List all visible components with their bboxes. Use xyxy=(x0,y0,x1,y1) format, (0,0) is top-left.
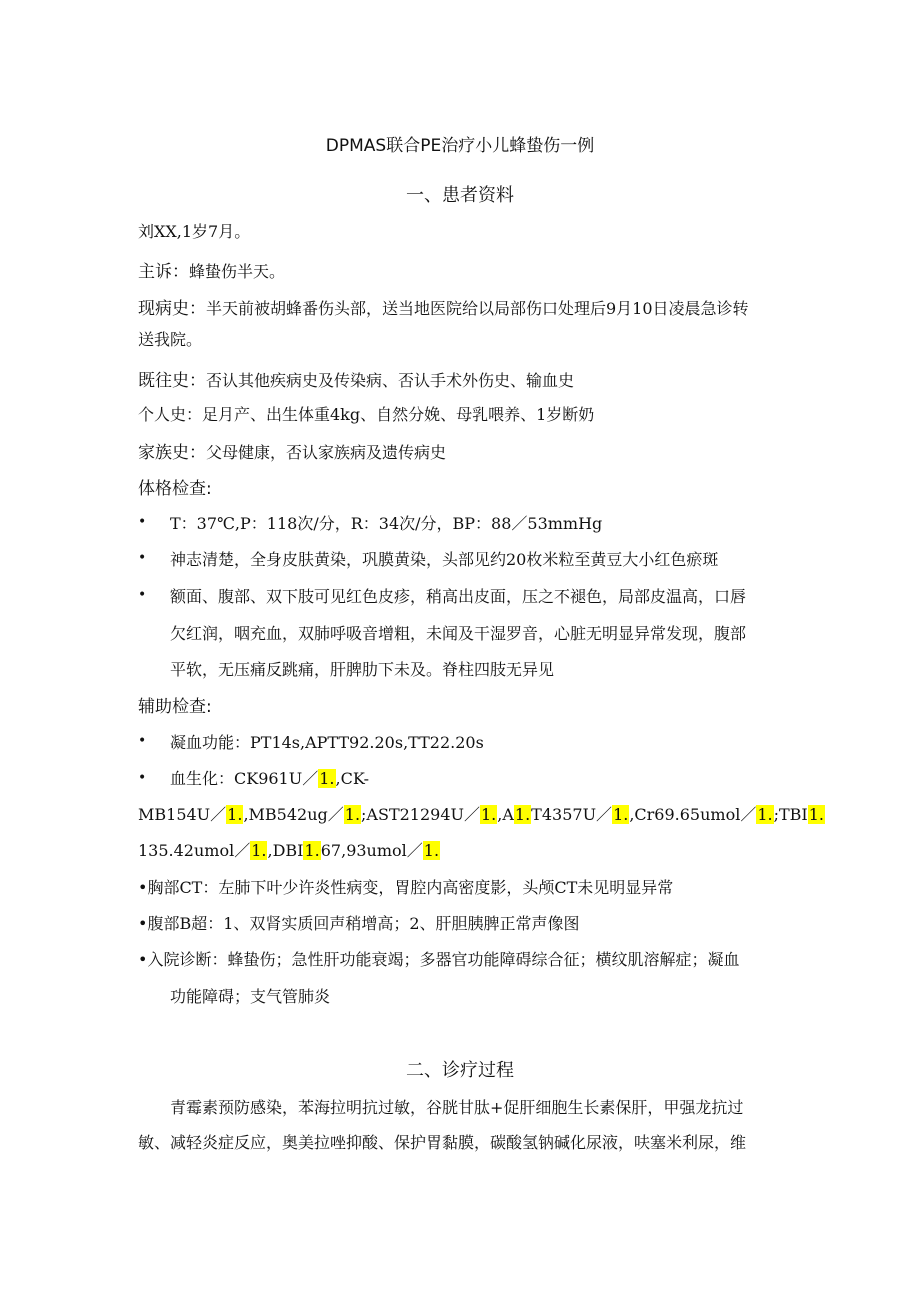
abdomen-ultrasound: •腹部B超：1、双肾实质回声稍增高；2、肝胆胰脾正常声像图 xyxy=(138,914,580,933)
present-label: 现病史 xyxy=(138,299,189,319)
highlight-mark: 1. xyxy=(304,841,320,860)
coagulation: 凝血功能：PT14s,APTT92.20s,TT22.20s xyxy=(170,733,484,752)
document-title: DPMAS联合PE治疗小儿蜂蛰伤一例 xyxy=(325,136,595,156)
personal-history: 个人史：足月产、出生体重4kg、自然分娩、母乳喂养、1岁断奶 xyxy=(138,405,595,424)
biochem-line2 xyxy=(138,802,825,825)
biochem-text: ,DBI xyxy=(267,841,304,860)
highlight-mark: 1. xyxy=(808,805,825,824)
past-history: 既往史：否认其他疾病史及传染病、否认手术外伤史、输血史 xyxy=(138,371,575,391)
biochem-text: 67,93umol／ xyxy=(320,841,423,860)
exam-skin-line1: 额面、腹部、双下肢可见红色皮疹，稍高出皮面，压之不褪色，局部皮温高，口唇 xyxy=(170,587,747,606)
family-history: 家族史：父母健康，否认家族病及遗传病史 xyxy=(138,443,447,463)
biochem-text: ,Cr69.65umol／ xyxy=(629,805,757,824)
highlight-mark: 1. xyxy=(613,805,629,824)
section-heading-treatment: 二、诊疗过程 xyxy=(406,1060,514,1081)
biochem-text: MB154U／ xyxy=(138,805,227,824)
section-heading-patient: 一、患者资料 xyxy=(406,185,514,206)
biochem-text: 血生化：CK961U／ xyxy=(170,769,319,788)
past-text: 否认其他疾病史及传染病、否认手术外伤史、输血史 xyxy=(206,371,575,390)
highlight-mark: 1. xyxy=(344,805,361,824)
family-label: 家族史 xyxy=(138,443,189,463)
present-history: 现病史：半天前被胡蜂番伤头部，送当地医院给以局部伤口处理后9月10日凌晨急诊转 xyxy=(138,299,749,319)
biochem-text: ;AST21294U／ xyxy=(361,805,480,824)
biochem-text: ,MB542ug／ xyxy=(243,805,344,824)
past-label: 既往史 xyxy=(138,371,189,391)
biochem-text: 135.42umol／ xyxy=(138,841,251,860)
exam-skin-line2: 欠红润，咽充血，双肺呼吸音增粗，未闻及干湿罗音，心脏无明显异常发现，腹部 xyxy=(170,624,747,643)
highlight-mark: 1. xyxy=(319,769,335,788)
complaint-text: 蜂蛰伤半天。 xyxy=(189,262,286,281)
treatment-line1: 青霉素预防感染，苯海拉明抗过敏，谷胱甘肽+促肝细胞生长素保肝，甲强龙抗过 xyxy=(170,1098,744,1117)
admission-diagnosis-line1: •入院诊断：蜂蛰伤；急性肝功能衰竭；多器官功能障碍综合征；横纹肌溶解症；凝血 xyxy=(138,950,740,969)
biochem-text: ,CK- xyxy=(335,769,370,788)
present-text: 半天前被胡蜂番伤头部，送当地医院给以局部伤口处理后9月10日凌晨急诊转 xyxy=(206,299,749,318)
bullet-icon: • xyxy=(138,587,147,603)
biochem-text: T4357U／ xyxy=(531,805,613,824)
present-history-cont: 送我院。 xyxy=(138,330,203,349)
aux-heading: 辅助检查: xyxy=(138,697,212,717)
biochem-line1 xyxy=(170,766,369,789)
exam-heading: 体格检查: xyxy=(138,479,212,499)
bullet-icon: • xyxy=(138,550,147,566)
exam-general: 神志清楚，全身皮肤黄染，巩膜黄染，头部见约20枚米粒至黄豆大小红色瘀斑 xyxy=(170,550,719,569)
highlight-mark: 1. xyxy=(481,805,497,824)
family-text: 父母健康，否认家族病及遗传病史 xyxy=(206,443,447,462)
biochem-text: ;TBI xyxy=(773,805,808,824)
highlight-mark: 1. xyxy=(423,841,440,860)
complaint-label: 主诉 xyxy=(138,262,172,282)
exam-skin-line3: 平软，无压痛反跳痛，肝脾肋下未及。脊柱四肢无异见 xyxy=(170,660,555,679)
highlight-mark: 1. xyxy=(251,841,267,860)
bullet-icon: • xyxy=(138,770,147,786)
chief-complaint: 主诉：蜂蛰伤半天。 xyxy=(138,262,286,282)
biochem-text: ,A xyxy=(497,805,514,824)
chest-ct: •胸部CT：左肺下叶少许炎性病变，胃腔内高密度影，头颅CT未见明显异常 xyxy=(138,878,674,897)
exam-vitals: T：37℃,P：118次/分，R：34次/分，BP：88／53mmHg xyxy=(170,514,603,533)
treatment-line2: 敏、减轻炎症反应，奥美拉唑抑酸、保护胃黏膜，碳酸氢钠碱化尿液，呋塞米利尿，维 xyxy=(138,1133,747,1152)
bullet-icon: • xyxy=(138,514,147,530)
patient-info: 刘XX,1岁7月。 xyxy=(138,222,251,241)
highlight-mark: 1. xyxy=(227,805,243,824)
bullet-icon: • xyxy=(138,733,147,749)
highlight-mark: 1. xyxy=(757,805,773,824)
highlight-mark: 1. xyxy=(514,805,531,824)
admission-diagnosis-line2: 功能障碍；支气管肺炎 xyxy=(170,987,331,1006)
biochem-line3 xyxy=(138,838,440,861)
